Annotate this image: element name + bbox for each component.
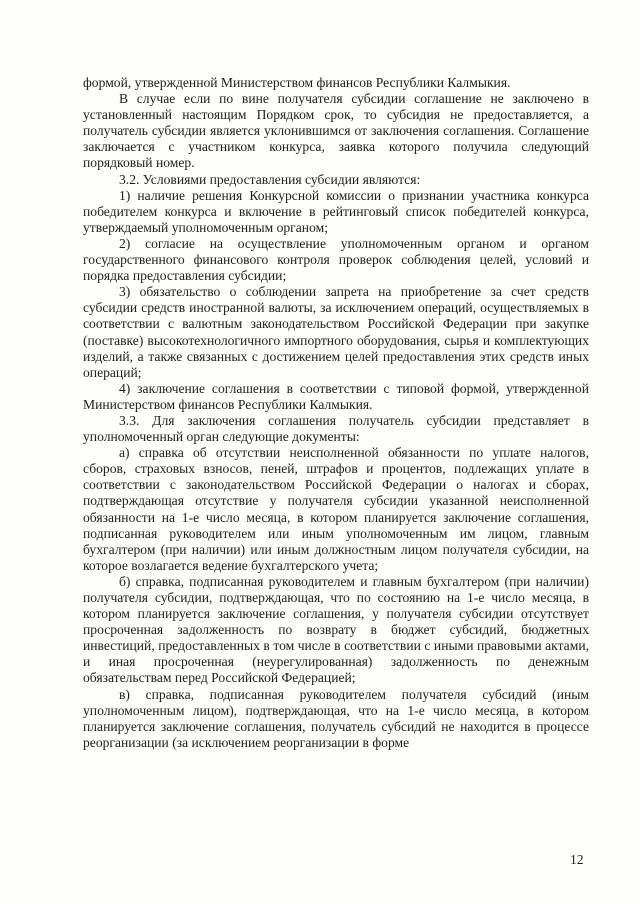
paragraph: В случае если по вине получателя субсидии соглашение не заключено в установленный настоящим Порядком срок, то субсидия не предоставляется, а получатель субсидии является уклонившимся от заключения соглашения. Соглашение заключается с участником конкурса, заявка которого получила следующий порядковый номер. bbox=[83, 91, 589, 171]
list-item-v: в) справка, подписанная руководителем получателя субсидий (иным уполномоченным лицом), подтверждающая, что на 1-е число месяца, в котором планируется заключение соглашения, получатель субсидий не находится в процессе реорганизации (за исключением реорганизации в форме bbox=[83, 686, 589, 750]
section-3-2-heading: 3.2. Условиями предоставления субсидии являются: bbox=[119, 171, 421, 187]
list-item-4: 4) заключение соглашения в соответствии с типовой формой, утвержденной Министерством финансов Республики Калмыкия. bbox=[83, 380, 589, 412]
page-number: 12 bbox=[570, 852, 584, 867]
list-item-2: 2) согласие на осуществление уполномоченным органом и органом государственного финансового контроля проверок соблюдения целей, условий и порядка предоставления субсидии; bbox=[83, 235, 589, 284]
body-text bbox=[83, 75, 589, 751]
list-item-b: б) справка, подписанная руководителем и главным бухгалтером (при наличии) получателя субсидии, подтверждающая, что по состоянию на 1-е число месяца, в котором планируется заключение соглашения, у получателя субсидии отсутствует просроченная задолженность по возврату в бюджет субсидий, бюджетных инвестиций, предоставленных в том числе в соответствии с иными правовыми актами, и иная просроченная (неурегулированная) задолженность по денежным обязательствам перед Российской Федерацией; bbox=[83, 573, 589, 686]
section-3-3-heading: 3.3. Для заключения соглашения получатель субсидии представляет в уполномоченный орган следующие документы: bbox=[83, 412, 589, 445]
list-item-1: 1) наличие решения Конкурсной комиссии о признании участника конкурса победителем конкурса и включение в рейтинговый список победителей конкурса, утверждаемый уполномоченным органом; bbox=[83, 187, 589, 235]
paragraph-continuation: формой, утвержденной Министерством финансов Республики Калмыкия. bbox=[83, 75, 511, 90]
list-item-3: 3) обязательство о соблюдении запрета на приобретение за счет средств субсидии средств иностранной валюты, за исключением операций, осуществляемых в соответствии с валютным законодательством Российской Федерации при закупке (поставке) высокотехнологичного импортного оборудования, сырья и комплектующих изделий, а также связанных с достижением целей предоставления этих средств иных операций; bbox=[83, 284, 589, 380]
list-item-a: а) справка об отсутствии неисполненной обязанности по уплате налогов, сборов, страховых взносов, пеней, штрафов и процентов, подлежащих уплате в соответствии с законодательством Российской Федерации о налогах и сборах, подтверждающая отсутствие у получателя субсидии указанной неисполненной обязанности на 1-е число месяца, в котором планируется заключение соглашения, подписанная руководителем или иным уполномоченным им лицом, главным бухгалтером (при наличии) или иным должностным лицом получателя субсидии, на которое возлагается ведение бухгалтерского учета; bbox=[83, 445, 589, 573]
